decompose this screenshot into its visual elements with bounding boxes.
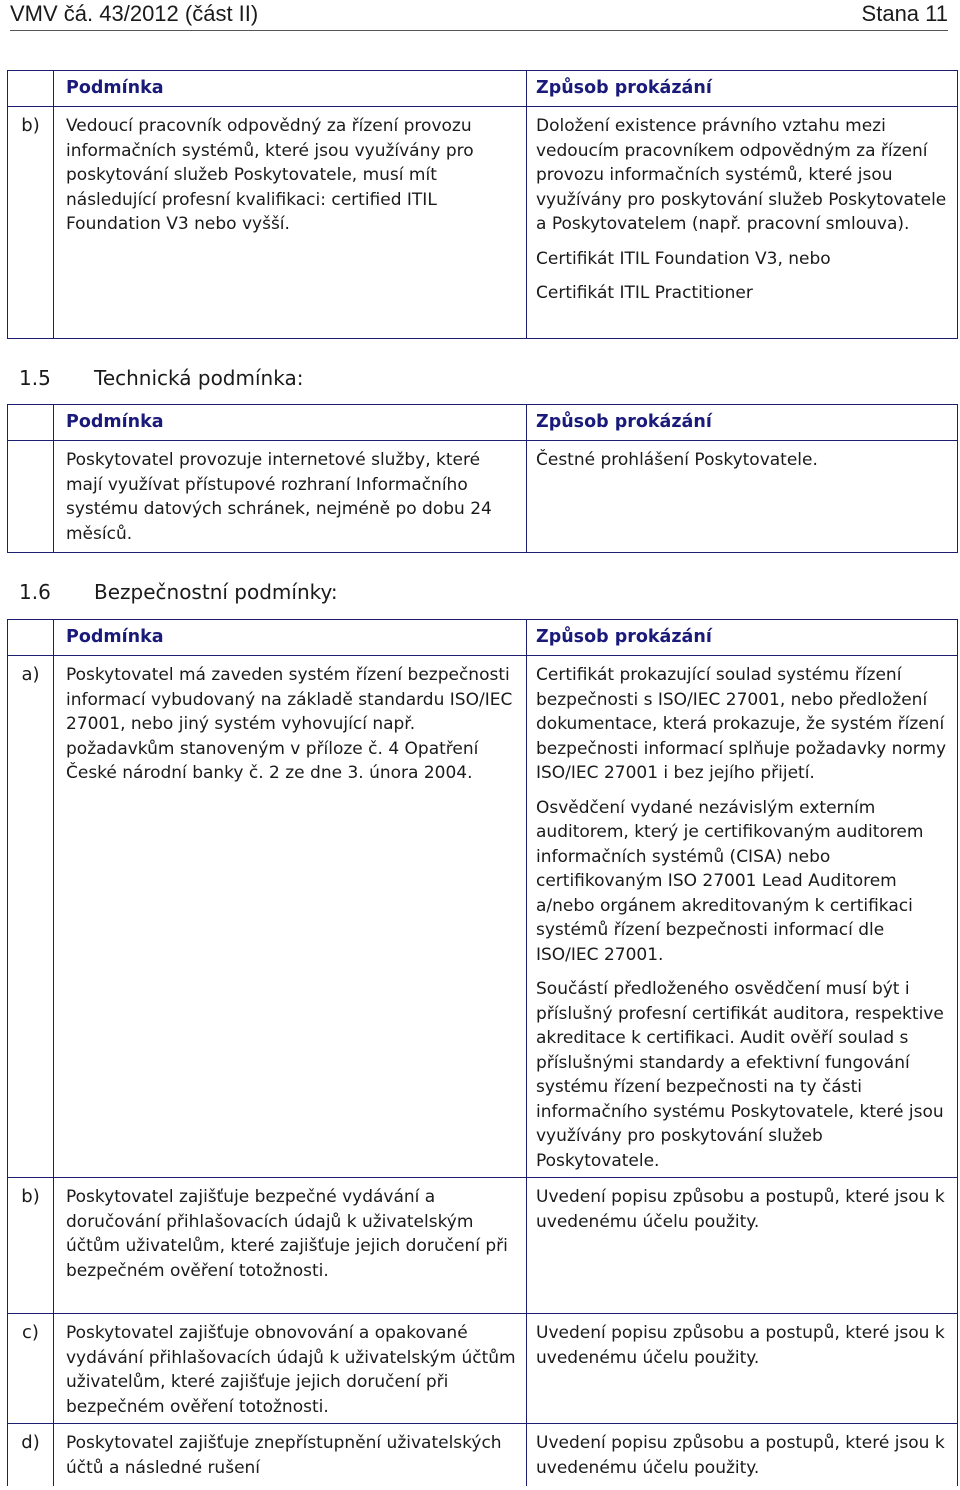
table-row	[8, 1424, 958, 1486]
condition-text: Poskytovatel má zaveden systém řízení bezpečnosti informací vybudovaný na základě standardu ISO/IEC 27001, nebo jiný systém vyhovující např. požadavkům stanoveným v příloze č. 4 Opatření České národní banky č. 2 ze dne 3. února 2004.	[66, 665, 513, 783]
row-label: c)	[22, 1322, 39, 1343]
condition-text: Poskytovatel zajišťuje bezpečné vydávání a doručování přihlašovacích údajů k uživatelským účtům uživatelům, které zajišťuje jejich doručení při bezpečném ověření totožnosti.	[66, 1187, 508, 1281]
table-row	[8, 1178, 958, 1314]
section-title: Bezpečnostní podmínky:	[94, 580, 338, 604]
security-conditions-table	[7, 619, 958, 1486]
journal-issue: VMV čá. 43/2012 (část II)	[10, 1, 259, 26]
column-header-condition: Podmínka	[66, 78, 164, 99]
row-label: b)	[21, 1186, 40, 1207]
section-title: Technická podmínka:	[94, 366, 304, 390]
proof-text: Uvedení popisu způsobu a postupů, které jsou k uvedenému účelu použity.	[536, 1187, 945, 1232]
proof-text: Osvědčení vydané nezávislým externím auditorem, který je certifikovaným auditorem informačních systémů (CISA) nebo certifikovaným ISO 27001 Lead Auditorem a/nebo orgánem akreditovaným k certifikaci systémů řízení bezpečnosti informací dle ISO/IEC 27001.	[536, 797, 924, 965]
page-number: Stana 11	[861, 1, 948, 26]
table-row	[8, 656, 958, 1178]
condition-text: Poskytovatel zajišťuje obnovování a opakované vydávání přihlašovacích údajů k uživatelským účtům uživatelům, které zajišťuje jejich doručení při bezpečném ověření totožnosti.	[66, 1323, 516, 1417]
condition-text: Poskytovatel zajišťuje znepřístupnění uživatelských účtů a následné rušení	[66, 1433, 502, 1478]
row-label: a)	[21, 664, 40, 685]
table-row	[8, 107, 958, 339]
table-row	[8, 441, 958, 553]
row-label: d)	[21, 1432, 40, 1453]
proof-text: Uvedení popisu způsobu a postupů, které jsou k uvedenému účelu použity.	[536, 1433, 945, 1478]
column-header-condition: Podmínka	[66, 627, 164, 648]
section-heading-1-5	[19, 365, 303, 391]
proof-text: Čestné prohlášení Poskytovatele.	[536, 450, 818, 470]
section-number: 1.5	[19, 366, 51, 390]
condition-text: Vedoucí pracovník odpovědný za řízení provozu informačních systémů, které jsou využívány pro poskytování služeb Poskytovatele, musí mít následující profesní kvalifikaci: certified ITIL Foundation V3 nebo vyšší.	[66, 116, 474, 234]
section-heading-1-6	[19, 579, 338, 605]
column-header-proof: Způsob prokázání	[536, 627, 712, 648]
proof-text: Certifikát ITIL Practitioner	[536, 283, 753, 303]
row-label: b)	[21, 115, 40, 136]
section-number: 1.6	[19, 580, 51, 604]
column-header-proof: Způsob prokázání	[536, 412, 712, 433]
qualification-table	[7, 70, 958, 339]
column-header-condition: Podmínka	[66, 412, 164, 433]
condition-text: Poskytovatel provozuje internetové služby, které mají využívat přístupové rozhraní Informačního systému datových schránek, nejméně po dobu 24 měsíců.	[66, 450, 492, 544]
proof-text: Doložení existence právního vztahu mezi vedoucím pracovníkem odpovědným za řízení provozu informačních systémů, které jsou využívány pro poskytování služeb Poskytovatele a Poskytovatelem (např. pracovní smlouva).	[536, 116, 947, 234]
page-header	[10, 0, 948, 31]
column-header-proof: Způsob prokázání	[536, 78, 712, 99]
proof-text: Certifikát prokazující soulad systému řízení bezpečnosti s ISO/IEC 27001, nebo předložení dokumentace, která prokazuje, že systém řízení bezpečnosti informací splňuje požadavky normy ISO/IEC 27001 i bez jejího přijetí.	[536, 665, 947, 783]
technical-condition-table	[7, 404, 958, 553]
proof-text: Certifikát ITIL Foundation V3, nebo	[536, 248, 831, 269]
proof-text: Součástí předloženého osvědčení musí být i příslušný profesní certifikát auditora, respektive akreditace k certifikaci. Audit ověří soulad s příslušnými standardy a efektivní fungování systému řízení bezpečnosti na ty části informačního systému Poskytovatele, které jsou využívány pro poskytování služeb Poskytovatele.	[536, 979, 944, 1171]
table-row	[8, 1314, 958, 1424]
proof-text: Uvedení popisu způsobu a postupů, které jsou k uvedenému účelu použity.	[536, 1323, 945, 1368]
